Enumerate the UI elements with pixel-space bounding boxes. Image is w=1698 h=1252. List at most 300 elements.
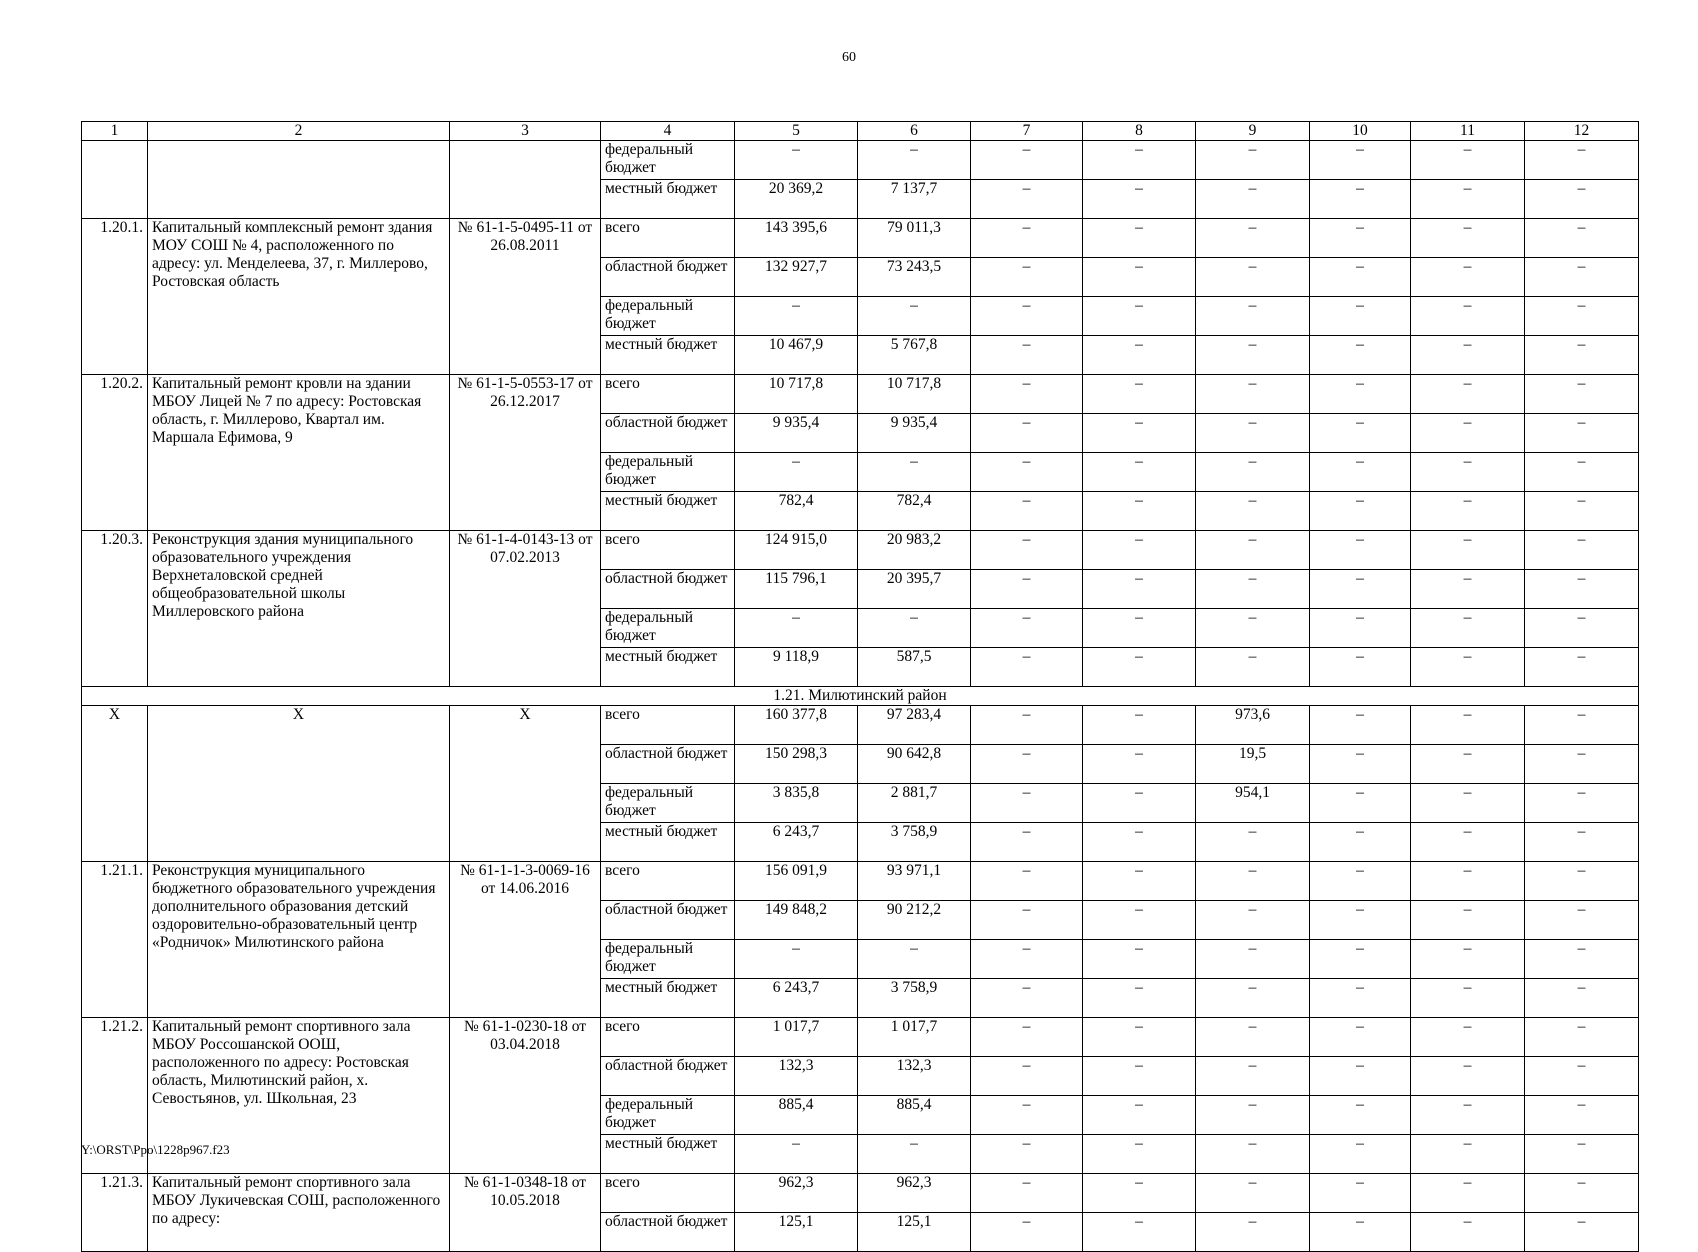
value-cell-col6: 97 283,4 xyxy=(858,706,971,745)
value-cell-col6: 73 243,5 xyxy=(858,258,971,297)
empty-value-cell: – xyxy=(1411,648,1525,687)
empty-value-cell: – xyxy=(1310,180,1411,219)
empty-value-cell: – xyxy=(1083,1135,1196,1174)
empty-value-cell: – xyxy=(971,784,1083,823)
empty-value-cell: – xyxy=(1083,1057,1196,1096)
empty-value-cell: – xyxy=(1525,531,1639,570)
empty-value-cell: – xyxy=(971,1096,1083,1135)
value-cell-col6: 1 017,7 xyxy=(858,1018,971,1057)
object-name-cell: Капитальный ремонт спортивного зала МБОУ Россошанской ООШ, расположенного по адресу: Ростовская область, Милютинский район, х. Севостьянов, ул. Школьная, 23 xyxy=(148,1018,450,1174)
value-cell-col5: 124 915,0 xyxy=(735,531,858,570)
funding-type-cell: местный бюджет xyxy=(601,823,735,862)
empty-value-cell: – xyxy=(1525,940,1639,979)
empty-value-cell: – xyxy=(1083,706,1196,745)
empty-value-cell: – xyxy=(971,1057,1083,1096)
empty-value-cell: – xyxy=(1525,570,1639,609)
funding-type-cell: местный бюджет xyxy=(601,336,735,375)
value-cell-col5: 156 091,9 xyxy=(735,862,858,901)
section-title: 1.21. Милютинский район xyxy=(82,687,1639,706)
empty-value-cell: – xyxy=(1525,1096,1639,1135)
empty-value-cell: – xyxy=(1411,901,1525,940)
empty-value-cell: – xyxy=(1196,1213,1310,1252)
empty-value-cell: – xyxy=(1310,375,1411,414)
empty-value-cell: – xyxy=(1525,336,1639,375)
empty-value-cell: – xyxy=(1310,219,1411,258)
empty-value-cell: – xyxy=(1310,979,1411,1018)
empty-value-cell: – xyxy=(1196,862,1310,901)
funding-type-cell: всего xyxy=(601,375,735,414)
empty-value-cell: – xyxy=(1310,1096,1411,1135)
empty-value-cell: – xyxy=(1411,784,1525,823)
empty-value-cell: – xyxy=(1083,570,1196,609)
empty-value-cell: – xyxy=(1083,375,1196,414)
funding-type-cell: местный бюджет xyxy=(601,979,735,1018)
value-cell-col5: – xyxy=(735,453,858,492)
value-cell-col6: 2 881,7 xyxy=(858,784,971,823)
funding-type-cell: областной бюджет xyxy=(601,414,735,453)
value-cell-col6: 885,4 xyxy=(858,1096,971,1135)
empty-value-cell: – xyxy=(1083,531,1196,570)
value-cell-col9: 973,6 xyxy=(1196,706,1310,745)
section-header-row xyxy=(82,687,1639,706)
value-cell-col5: – xyxy=(735,1135,858,1174)
funding-type-cell: всего xyxy=(601,531,735,570)
empty-value-cell: – xyxy=(1310,258,1411,297)
page-number: 60 xyxy=(842,50,856,65)
empty-value-cell: – xyxy=(1525,492,1639,531)
item-number-cell: 1.21.1. xyxy=(82,862,148,1018)
empty-value-cell: – xyxy=(971,258,1083,297)
value-cell-col5: 10 467,9 xyxy=(735,336,858,375)
empty-value-cell: – xyxy=(1411,336,1525,375)
item-number-cell: 1.20.1. xyxy=(82,219,148,375)
value-cell-col9: – xyxy=(1196,823,1310,862)
value-cell-col6: 20 983,2 xyxy=(858,531,971,570)
value-cell-col6: 9 935,4 xyxy=(858,414,971,453)
empty-value-cell: – xyxy=(1411,492,1525,531)
value-cell-col6: – xyxy=(858,453,971,492)
empty-value-cell: – xyxy=(1525,1018,1639,1057)
empty-value-cell: – xyxy=(971,1174,1083,1213)
empty-value-cell: – xyxy=(1083,297,1196,336)
col-header: 9 xyxy=(1196,122,1310,141)
empty-value-cell: – xyxy=(1525,745,1639,784)
col-header: 5 xyxy=(735,122,858,141)
empty-value-cell: – xyxy=(1411,297,1525,336)
value-cell-col6: 132,3 xyxy=(858,1057,971,1096)
empty-value-cell: – xyxy=(1083,979,1196,1018)
empty-value-cell: – xyxy=(971,862,1083,901)
funding-type-cell: местный бюджет xyxy=(601,1135,735,1174)
empty-value-cell: – xyxy=(1083,258,1196,297)
empty-value-cell: – xyxy=(1411,219,1525,258)
empty-value-cell: – xyxy=(1411,258,1525,297)
empty-value-cell: – xyxy=(971,609,1083,648)
empty-value-cell: – xyxy=(1310,141,1411,180)
value-cell-col5: 132 927,7 xyxy=(735,258,858,297)
item-number-cell: 1.20.2. xyxy=(82,375,148,531)
funding-type-cell: всего xyxy=(601,706,735,745)
col-header: 10 xyxy=(1310,122,1411,141)
empty-value-cell: – xyxy=(1525,862,1639,901)
empty-value-cell: – xyxy=(971,492,1083,531)
empty-value-cell: – xyxy=(1083,609,1196,648)
value-cell-col5: 149 848,2 xyxy=(735,901,858,940)
object-name-cell: Реконструкция здания муниципального образовательного учреждения Верхнеталовской средней общеобразовательной школы Миллеровского района xyxy=(148,531,450,687)
empty-value-cell: – xyxy=(1196,492,1310,531)
value-cell-col5: 150 298,3 xyxy=(735,745,858,784)
funding-type-cell: местный бюджет xyxy=(601,180,735,219)
empty-value-cell: – xyxy=(1083,745,1196,784)
file-path-footer: Y:\ORST\Ppo\1228p967.f23 xyxy=(81,1142,230,1157)
value-cell-col6: 3 758,9 xyxy=(858,979,971,1018)
empty-value-cell: – xyxy=(1310,1213,1411,1252)
funding-type-cell: областной бюджет xyxy=(601,258,735,297)
empty-value-cell: – xyxy=(1310,492,1411,531)
empty-value-cell: – xyxy=(1196,453,1310,492)
col-header: 4 xyxy=(601,122,735,141)
empty-value-cell: – xyxy=(1525,375,1639,414)
empty-value-cell: – xyxy=(1310,1018,1411,1057)
table-row xyxy=(82,1174,1639,1213)
empty-value-cell: – xyxy=(1525,609,1639,648)
empty-value-cell: – xyxy=(1525,1213,1639,1252)
empty-value-cell: – xyxy=(1196,1135,1310,1174)
col-header: 3 xyxy=(450,122,601,141)
empty-value-cell: – xyxy=(1525,706,1639,745)
object-name-cell: Капитальный ремонт спортивного зала МБОУ Лукичевская СОШ, расположенного по адресу: xyxy=(148,1174,450,1252)
empty-value-cell: – xyxy=(1083,901,1196,940)
empty-value-cell: – xyxy=(971,531,1083,570)
empty-value-cell: – xyxy=(1196,1096,1310,1135)
empty-value-cell: – xyxy=(1310,648,1411,687)
value-cell-col5: 143 395,6 xyxy=(735,219,858,258)
item-number-cell: 1.21.3. xyxy=(82,1174,148,1252)
empty-value-cell: – xyxy=(1411,1135,1525,1174)
empty-value-cell: – xyxy=(971,1018,1083,1057)
empty-value-cell: – xyxy=(1083,219,1196,258)
expertise-doc-cell: № 61-1-1-3-0069-16 от 14.06.2016 xyxy=(450,862,601,1018)
value-cell-col6: 10 717,8 xyxy=(858,375,971,414)
empty-value-cell: – xyxy=(1083,784,1196,823)
empty-value-cell: – xyxy=(1083,1213,1196,1252)
value-cell-col5: 962,3 xyxy=(735,1174,858,1213)
empty-value-cell: – xyxy=(1411,979,1525,1018)
empty-value-cell: – xyxy=(1310,570,1411,609)
empty-value-cell: – xyxy=(1196,375,1310,414)
col-header: 12 xyxy=(1525,122,1639,141)
table-row xyxy=(82,1018,1639,1057)
funding-type-cell: федеральный бюджет xyxy=(601,1096,735,1135)
empty-value-cell: – xyxy=(1411,414,1525,453)
empty-value-cell: – xyxy=(971,414,1083,453)
funding-type-cell: всего xyxy=(601,219,735,258)
value-cell-col5: – xyxy=(735,940,858,979)
value-cell-col6: – xyxy=(858,297,971,336)
empty-value-cell: – xyxy=(1083,141,1196,180)
value-cell-col5: 125,1 xyxy=(735,1213,858,1252)
empty-value-cell: – xyxy=(1196,648,1310,687)
empty-value-cell: – xyxy=(971,940,1083,979)
item-number-cell: 1.21.2. xyxy=(82,1018,148,1174)
value-cell-col5: 20 369,2 xyxy=(735,180,858,219)
empty-value-cell: – xyxy=(1196,609,1310,648)
value-cell-col6: 7 137,7 xyxy=(858,180,971,219)
funding-type-cell: областной бюджет xyxy=(601,1213,735,1252)
empty-value-cell: – xyxy=(1525,901,1639,940)
empty-value-cell: – xyxy=(1310,531,1411,570)
value-cell-col5: – xyxy=(735,141,858,180)
empty-value-cell: – xyxy=(971,453,1083,492)
expertise-doc-cell: № 61-1-5-0495-11 от 26.08.2011 xyxy=(450,219,601,375)
empty-cell xyxy=(450,141,601,219)
empty-value-cell: – xyxy=(1411,570,1525,609)
empty-value-cell: – xyxy=(971,180,1083,219)
table-row xyxy=(82,862,1639,901)
empty-value-cell: – xyxy=(1411,375,1525,414)
empty-value-cell: – xyxy=(1196,570,1310,609)
value-cell-col5: 3 835,8 xyxy=(735,784,858,823)
empty-value-cell: – xyxy=(1525,823,1639,862)
empty-value-cell: – xyxy=(1196,336,1310,375)
empty-value-cell: – xyxy=(1196,531,1310,570)
empty-value-cell: – xyxy=(1310,862,1411,901)
empty-value-cell: – xyxy=(971,1213,1083,1252)
value-cell-col6: 90 642,8 xyxy=(858,745,971,784)
budget-table xyxy=(81,121,1639,1252)
empty-value-cell: – xyxy=(1411,141,1525,180)
expertise-doc-cell: № 61-1-5-0553-17 от 26.12.2017 xyxy=(450,375,601,531)
empty-value-cell: – xyxy=(1196,258,1310,297)
empty-value-cell: – xyxy=(1310,784,1411,823)
empty-value-cell: – xyxy=(971,219,1083,258)
empty-value-cell: – xyxy=(1310,901,1411,940)
empty-value-cell: – xyxy=(1196,180,1310,219)
empty-value-cell: – xyxy=(1083,940,1196,979)
empty-value-cell: – xyxy=(1411,1018,1525,1057)
value-cell-col6: – xyxy=(858,141,971,180)
funding-type-cell: федеральный бюджет xyxy=(601,609,735,648)
value-cell-col6: 93 971,1 xyxy=(858,862,971,901)
empty-value-cell: – xyxy=(1196,1174,1310,1213)
empty-value-cell: – xyxy=(1411,1174,1525,1213)
value-cell-col5: – xyxy=(735,297,858,336)
expertise-doc-cell: № 61-1-0230-18 от 03.04.2018 xyxy=(450,1018,601,1174)
value-cell-col6: 962,3 xyxy=(858,1174,971,1213)
value-cell-col6: 782,4 xyxy=(858,492,971,531)
empty-cell xyxy=(148,141,450,219)
empty-value-cell: – xyxy=(1525,784,1639,823)
object-name-cell: Капитальный ремонт кровли на здании МБОУ Лицей № 7 по адресу: Ростовская область, г. Миллерово, Квартал им. Маршала Ефимова, 9 xyxy=(148,375,450,531)
col-header: 8 xyxy=(1083,122,1196,141)
empty-value-cell: – xyxy=(971,297,1083,336)
value-cell-col5: 885,4 xyxy=(735,1096,858,1135)
value-cell-col6: 20 395,7 xyxy=(858,570,971,609)
empty-value-cell: – xyxy=(1310,1135,1411,1174)
empty-value-cell: – xyxy=(1310,453,1411,492)
table-row xyxy=(82,706,1639,745)
value-cell-col6: 90 212,2 xyxy=(858,901,971,940)
object-name-cell: Реконструкция муниципального бюджетного образовательного учреждения дополнительного образования детский оздоровительно-образовательный центр «Родничок» Милютинского района xyxy=(148,862,450,1018)
value-cell-col5: 9 118,9 xyxy=(735,648,858,687)
empty-value-cell: – xyxy=(1411,745,1525,784)
empty-value-cell: – xyxy=(971,375,1083,414)
empty-value-cell: – xyxy=(1525,219,1639,258)
value-cell-col6: 3 758,9 xyxy=(858,823,971,862)
value-cell-col5: 10 717,8 xyxy=(735,375,858,414)
empty-value-cell: – xyxy=(1411,1057,1525,1096)
funding-type-cell: федеральный бюджет xyxy=(601,453,735,492)
table-row xyxy=(82,531,1639,570)
empty-value-cell: – xyxy=(1083,180,1196,219)
empty-value-cell: – xyxy=(1083,453,1196,492)
empty-value-cell: – xyxy=(971,706,1083,745)
empty-value-cell: – xyxy=(1525,979,1639,1018)
funding-type-cell: областной бюджет xyxy=(601,901,735,940)
empty-value-cell: – xyxy=(1196,414,1310,453)
empty-value-cell: – xyxy=(1310,609,1411,648)
value-cell-col6: 125,1 xyxy=(858,1213,971,1252)
table-row xyxy=(82,375,1639,414)
empty-value-cell: – xyxy=(1525,1174,1639,1213)
value-cell-col5: 1 017,7 xyxy=(735,1018,858,1057)
empty-value-cell: – xyxy=(1525,453,1639,492)
empty-value-cell: – xyxy=(1525,141,1639,180)
table-row xyxy=(82,219,1639,258)
empty-value-cell: – xyxy=(1411,823,1525,862)
empty-value-cell: – xyxy=(1411,1096,1525,1135)
empty-value-cell: – xyxy=(971,745,1083,784)
empty-value-cell: – xyxy=(1310,823,1411,862)
empty-value-cell: – xyxy=(1310,745,1411,784)
value-cell-col6: 79 011,3 xyxy=(858,219,971,258)
funding-type-cell: местный бюджет xyxy=(601,648,735,687)
empty-value-cell: – xyxy=(1525,1057,1639,1096)
funding-type-cell: областной бюджет xyxy=(601,1057,735,1096)
empty-value-cell: – xyxy=(1411,940,1525,979)
funding-type-cell: федеральный бюджет xyxy=(601,297,735,336)
value-cell-col5: 132,3 xyxy=(735,1057,858,1096)
empty-value-cell: – xyxy=(1083,823,1196,862)
empty-value-cell: – xyxy=(1310,706,1411,745)
column-number-row xyxy=(82,122,1639,141)
value-cell-col6: – xyxy=(858,609,971,648)
empty-value-cell: – xyxy=(1411,1213,1525,1252)
value-cell-col5: 782,4 xyxy=(735,492,858,531)
empty-cell xyxy=(82,141,148,219)
funding-type-cell: федеральный бюджет xyxy=(601,141,735,180)
empty-value-cell: – xyxy=(1525,1135,1639,1174)
x-mark-cell: Х xyxy=(450,706,601,862)
value-cell-col6: 587,5 xyxy=(858,648,971,687)
empty-value-cell: – xyxy=(1310,1174,1411,1213)
empty-value-cell: – xyxy=(1083,1096,1196,1135)
col-header: 1 xyxy=(82,122,148,141)
empty-value-cell: – xyxy=(1196,297,1310,336)
empty-value-cell: – xyxy=(971,901,1083,940)
funding-type-cell: всего xyxy=(601,1018,735,1057)
empty-value-cell: – xyxy=(1083,414,1196,453)
empty-value-cell: – xyxy=(1310,336,1411,375)
table-row xyxy=(82,141,1639,180)
funding-type-cell: областной бюджет xyxy=(601,745,735,784)
empty-value-cell: – xyxy=(971,648,1083,687)
x-mark-cell: Х xyxy=(82,706,148,862)
empty-value-cell: – xyxy=(1310,1057,1411,1096)
empty-value-cell: – xyxy=(1196,141,1310,180)
expertise-doc-cell: № 61-1-4-0143-13 от 07.02.2013 xyxy=(450,531,601,687)
empty-value-cell: – xyxy=(971,141,1083,180)
empty-value-cell: – xyxy=(1525,414,1639,453)
empty-value-cell: – xyxy=(1083,1174,1196,1213)
value-cell-col6: – xyxy=(858,940,971,979)
empty-value-cell: – xyxy=(1310,940,1411,979)
funding-type-cell: местный бюджет xyxy=(601,492,735,531)
empty-value-cell: – xyxy=(1083,492,1196,531)
value-cell-col5: – xyxy=(735,609,858,648)
empty-value-cell: – xyxy=(1525,258,1639,297)
empty-value-cell: – xyxy=(1196,940,1310,979)
empty-value-cell: – xyxy=(1411,453,1525,492)
funding-type-cell: всего xyxy=(601,1174,735,1213)
empty-value-cell: – xyxy=(1525,180,1639,219)
value-cell-col9: 19,5 xyxy=(1196,745,1310,784)
value-cell-col5: 160 377,8 xyxy=(735,706,858,745)
empty-value-cell: – xyxy=(1083,648,1196,687)
item-number-cell: 1.20.3. xyxy=(82,531,148,687)
col-header: 11 xyxy=(1411,122,1525,141)
value-cell-col5: 115 796,1 xyxy=(735,570,858,609)
empty-value-cell: – xyxy=(1411,609,1525,648)
empty-value-cell: – xyxy=(1411,706,1525,745)
empty-value-cell: – xyxy=(1083,862,1196,901)
value-cell-col6: 5 767,8 xyxy=(858,336,971,375)
expertise-doc-cell: № 61-1-0348-18 от 10.05.2018 xyxy=(450,1174,601,1252)
empty-value-cell: – xyxy=(1196,979,1310,1018)
empty-value-cell: – xyxy=(1310,414,1411,453)
empty-value-cell: – xyxy=(1083,1018,1196,1057)
empty-value-cell: – xyxy=(1411,180,1525,219)
value-cell-col5: 9 935,4 xyxy=(735,414,858,453)
empty-value-cell: – xyxy=(1525,297,1639,336)
col-header: 7 xyxy=(971,122,1083,141)
empty-value-cell: – xyxy=(1083,336,1196,375)
empty-value-cell: – xyxy=(971,570,1083,609)
empty-value-cell: – xyxy=(971,823,1083,862)
funding-type-cell: областной бюджет xyxy=(601,570,735,609)
empty-value-cell: – xyxy=(971,1135,1083,1174)
empty-value-cell: – xyxy=(971,336,1083,375)
col-header: 6 xyxy=(858,122,971,141)
empty-value-cell: – xyxy=(1196,219,1310,258)
empty-value-cell: – xyxy=(1196,1018,1310,1057)
empty-value-cell: – xyxy=(1196,901,1310,940)
empty-value-cell: – xyxy=(1196,1057,1310,1096)
funding-type-cell: федеральный бюджет xyxy=(601,784,735,823)
empty-value-cell: – xyxy=(1525,648,1639,687)
x-mark-cell: Х xyxy=(148,706,450,862)
value-cell-col5: 6 243,7 xyxy=(735,979,858,1018)
empty-value-cell: – xyxy=(971,979,1083,1018)
empty-value-cell: – xyxy=(1411,531,1525,570)
col-header: 2 xyxy=(148,122,450,141)
funding-type-cell: федеральный бюджет xyxy=(601,940,735,979)
value-cell-col5: 6 243,7 xyxy=(735,823,858,862)
empty-value-cell: – xyxy=(1411,862,1525,901)
object-name-cell: Капитальный комплексный ремонт здания МОУ СОШ № 4, расположенного по адресу: ул. Менделеева, 37, г. Миллерово, Ростовская область xyxy=(148,219,450,375)
empty-value-cell: – xyxy=(1310,297,1411,336)
value-cell-col6: – xyxy=(858,1135,971,1174)
